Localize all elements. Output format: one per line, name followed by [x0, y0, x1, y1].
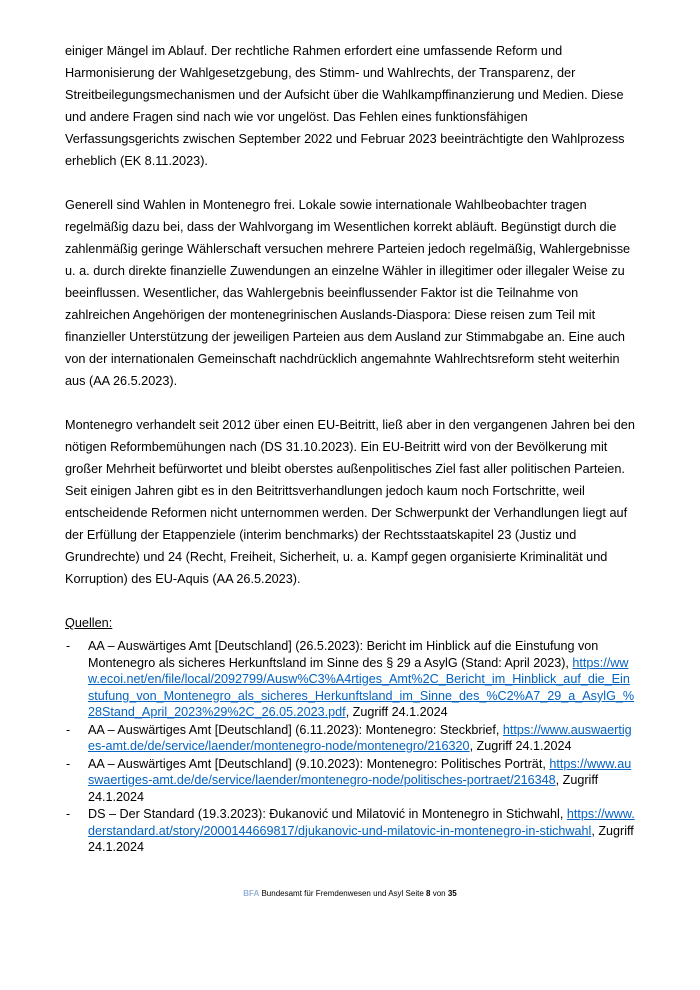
bfa-brand: BFA [243, 889, 260, 898]
sources-heading-text: Quellen: [65, 616, 113, 630]
source-item [65, 756, 636, 806]
source-access-date: , Zugriff 24.1.2024 [88, 823, 634, 854]
source-link[interactable]: https://www.auswaertiges-amt.de/de/service/laender/montenegro-node/montenegro/216320 [88, 722, 632, 753]
footer-total-pages: 35 [447, 889, 457, 898]
list-bullet: - [66, 722, 71, 737]
footer-separator: von [432, 889, 446, 898]
source-link[interactable]: https://www.auswaertiges-amt.de/de/service/laender/montenegro-node/politisches-portraet/216348 [88, 756, 632, 787]
body-paragraph-election-framework: einiger Mängel im Ablauf. Der rechtliche Rahmen erfordert eine umfassende Reform und Harmonisierung der Wahlgesetzgebung, des Stimm- und Wahlrechts, der Transparenz, der Streitbeilegungsmechanismen und der Aufsicht über die Wahlkampffinanzierung und Medien. Diese und andere Fragen sind nach wie vor ungelöst. Das Fehlen eines funktionsfähigen Verfassungsgerichts zwischen September 2022 und Februar 2023 beeinträchtigte den Wahlprozess erheblich (EK 8.11.2023). [65, 44, 625, 168]
source-link[interactable]: https://www.derstandard.at/story/2000144669817/djukanovic-und-milatovic-in-montenegro-in-stichwahl [88, 807, 635, 838]
sources-list [65, 638, 636, 856]
list-bullet: - [66, 639, 71, 653]
source-text [88, 807, 635, 854]
source-item [65, 638, 636, 721]
footer-page-number: 8 [426, 889, 431, 898]
source-text [88, 757, 631, 804]
body-paragraph-eu-accession: Montenegro verhandelt seit 2012 über einen EU-Beitritt, ließ aber in den vergangenen Jahren bei den nötigen Reformbemühungen nach (DS 31.10.2023). Ein EU-Beitritt wird von der Bevölkerung mit großer Mehrheit befürwortet und bleibt oberstes außenpolitisches Ziel fast aller politischen Parteien. Seit einigen Jahren gibt es in den Beitrittsverhandlungen jedoch kaum noch Fortschritte, weil entscheidende Reformen nicht unternommen werden. Der Schwerpunkt der Verhandlungen liegt auf der Erfüllung der Etappenziele (interim benchmarks) der Rechtsstaatskapitel 23 (Justiz und Grundrechte) und 24 (Recht, Freiheit, Sicherheit, u. a. Kampf gegen organisierte Kriminalität und Korruption) des EU-Aquis (AA 26.5.2023). [65, 418, 635, 586]
page-footer [0, 889, 700, 898]
source-item [65, 722, 636, 755]
body-paragraph-elections-free: Generell sind Wahlen in Montenegro frei. Lokale sowie internationale Wahlbeobachter tragen regelmäßig dazu bei, dass der Wahlvorgang im Wesentlichen korrekt abläuft. Begünstigt durch die zahlenmäßig geringe Wählerschaft versuchen mehrere Parteien jedoch regelmäßig, Wahlergebnisse u. a. durch direkte finanzielle Zuwendungen an einzelne Wähler in illegitimer oder illegaler Weise zu beeinflussen. Wesentlicher, das Wahlergebnis beeinflussender Faktor ist die Teilnahme von zahlreichen Angehörigen der montenegrinischen Auslands-Diaspora: Diese reisen zum Teil mit finanzieller Unterstützung der jeweiligen Parteien aus dem Ausland zur Stimmabgabe an. Eine auch von der internationalen Gemeinschaft nachdrücklich angemahnte Wahlrechtsreform steht weiterhin aus (AA 26.5.2023). [65, 198, 631, 388]
source-text [88, 639, 634, 719]
source-text [88, 723, 632, 754]
source-citation: AA – Auswärtiges Amt [Deutschland] (9.10.2023): Montenegro: Politisches Porträt, [88, 756, 550, 771]
source-item [65, 806, 636, 856]
sources-heading [65, 612, 636, 634]
source-citation: AA – Auswärtiges Amt [Deutschland] (26.5.2023): Bericht im Hinblick auf die Einstufung von Montenegro als sicheres Herkunftsland im Sinne des § 29 a AsylG (Stand: April 2023), [88, 639, 599, 670]
source-citation: AA – Auswärtiges Amt [Deutschland] (6.11.2023): Montenegro: Steckbrief, [88, 722, 503, 737]
list-bullet: - [66, 756, 71, 771]
source-link[interactable]: https://www.ecoi.net/en/file/local/2092799/Ausw%C3%A4rtiges_Amt%2C_Bericht_im_Hinblick_auf_die_Einstufung_von_Montenegro_als_sicheres_Herkunftsland_im_Sinne_des_%C2%A7_29_a_AsylG_%28Stand_April_2023%29%2C_26.05.2023.pdf [88, 655, 635, 719]
source-access-date: , Zugriff 24.1.2024 [88, 773, 599, 804]
source-citation: DS – Der Standard (19.3.2023): Đukanović und Milatović in Montenegro in Stichwahl, [88, 807, 567, 821]
list-bullet: - [66, 807, 71, 821]
footer-label: Bundesamt für Fremdenwesen und Asyl Seite [261, 889, 424, 898]
source-access-date: , Zugriff 24.1.2024 [345, 705, 448, 719]
source-access-date: , Zugriff 24.1.2024 [469, 739, 572, 753]
